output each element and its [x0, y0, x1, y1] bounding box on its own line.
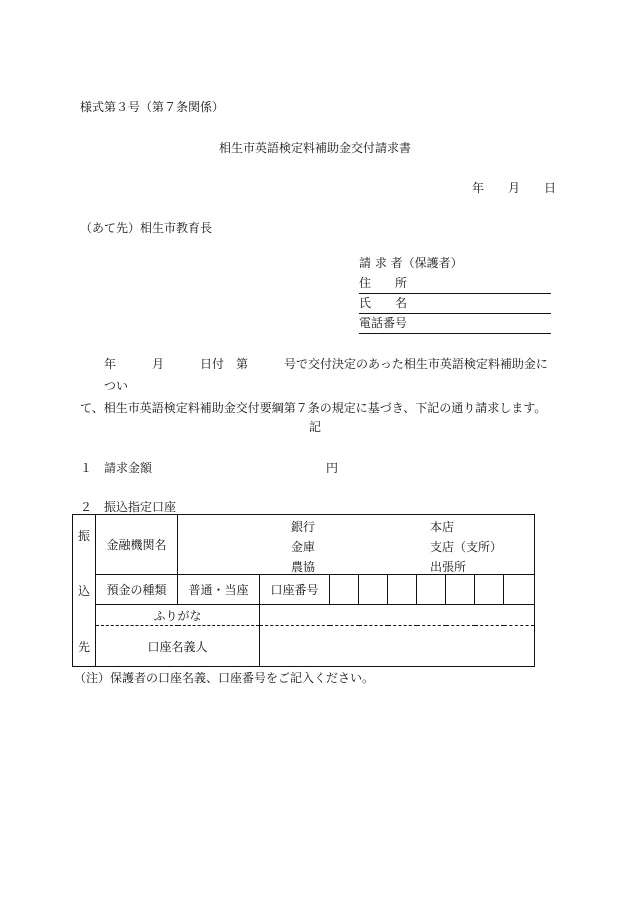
holder-label-cell — [96, 626, 260, 667]
account-digit-6[interactable] — [475, 575, 504, 605]
account-digit-3[interactable] — [388, 575, 417, 605]
inst-type-nokyo: 農協 — [291, 559, 316, 574]
date-day: 日 — [544, 181, 557, 195]
account-number-label-cell — [260, 575, 330, 605]
furigana-label-cell — [96, 605, 260, 626]
holder-label: 口座名義人 — [147, 639, 208, 654]
claimant-heading-label: 請 求 者（保護者） — [359, 256, 463, 270]
account-number-label: 口座番号 — [270, 583, 319, 597]
branch-type-branch: 支店（支所） — [430, 539, 503, 554]
side-char-2: 込 — [77, 584, 90, 598]
deposit-type-label: 預金の種類 — [106, 583, 167, 597]
note: （注）保護者の口座名義、口座番号をご記入ください。 — [74, 671, 375, 685]
addressee: （あて先）相生市教育長 — [80, 221, 213, 235]
account-digit-7[interactable] — [504, 575, 535, 605]
institution-field[interactable] — [178, 515, 535, 575]
claimant-address-label: 住 所 — [359, 276, 408, 290]
date-month: 月 — [508, 181, 521, 195]
side-char-1: 振 — [77, 528, 90, 543]
body-line-2: て、相生市英語検定料補助金交付要綱第７条の規定に基づき、下記の通り請求します。 — [80, 401, 547, 415]
branch-type-office: 出張所 — [430, 559, 467, 574]
account-digit-5[interactable] — [446, 575, 475, 605]
body-paragraph — [80, 353, 552, 419]
account-digit-2[interactable] — [359, 575, 388, 605]
claimant-heading — [359, 257, 551, 273]
branch-type-head: 本店 — [430, 519, 455, 534]
inst-type-kinko: 金庫 — [291, 539, 316, 554]
claimant-phone-label: 電話番号 — [359, 316, 408, 330]
claim-amount-row — [80, 459, 339, 476]
account-digit-4[interactable] — [417, 575, 446, 605]
claim-amount-label: １ 請求金額 — [80, 461, 153, 475]
inst-type-bank: 銀行 — [291, 519, 316, 534]
transfer-account-heading: ２ 振込指定口座 — [80, 500, 177, 514]
deposit-type-label-cell — [96, 575, 178, 605]
deposit-type-field[interactable] — [178, 575, 260, 605]
institution-label: 金融機関名 — [106, 538, 167, 552]
date-year: 年 — [472, 181, 485, 195]
date-line — [472, 179, 556, 196]
claimant-name-field[interactable] — [359, 297, 551, 314]
claimant-phone-field[interactable] — [359, 317, 551, 334]
ki-heading: 記 — [308, 420, 321, 434]
holder-field[interactable] — [260, 626, 535, 667]
account-digit-1[interactable] — [330, 575, 359, 605]
claimant-address-field[interactable] — [359, 277, 551, 294]
institution-label-cell — [96, 515, 178, 575]
claimant-name-label: 氏 名 — [359, 296, 408, 310]
transfer-side-label — [73, 515, 96, 667]
body-line-1: 年 月 日付 第 号で交付決定のあった相生市英語検定料補助金につい — [104, 357, 548, 393]
furigana-label: ふりがな — [153, 608, 202, 623]
claim-amount-unit: 円 — [326, 461, 339, 475]
furigana-field[interactable] — [260, 605, 535, 626]
form-number: 様式第３号（第７条関係） — [80, 100, 225, 114]
deposit-type-value: 普通・当座 — [188, 583, 249, 597]
document-title: 相生市英語検定料補助金交付請求書 — [218, 141, 411, 155]
side-char-3: 先 — [77, 639, 90, 654]
bank-account-table — [72, 514, 535, 667]
